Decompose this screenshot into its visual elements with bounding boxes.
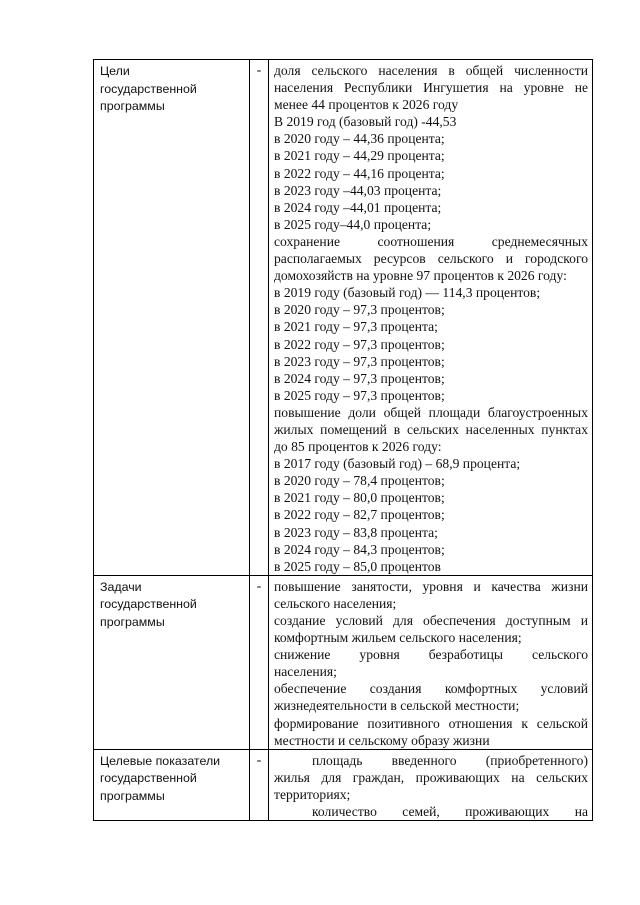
value-line: в 2017 году (базовый год) – 68,9 процента;	[274, 456, 521, 472]
value-line: в 2021 году – 80,0 процентов;	[274, 490, 445, 506]
row-label	[94, 575, 250, 749]
value-line: в 2023 году –44,03 процента;	[274, 182, 442, 198]
value-line: в 2023 году – 97,3 процентов;	[274, 353, 445, 369]
value-line: в 2019 году (базовый год) — 114,3 процентов;	[274, 285, 541, 301]
label-line: Целевые показатели	[100, 753, 221, 768]
table-row	[94, 60, 593, 576]
value-line: доля сельского населения в общей численности	[274, 63, 588, 78]
value-line: в 2024 году –44,01 процента;	[274, 199, 442, 215]
row-value	[269, 60, 593, 576]
value-line: менее 44 процентов к 2026 году	[274, 97, 459, 113]
row-dash: -	[250, 749, 269, 820]
value-line: в 2021 году – 44,29 процента;	[274, 148, 445, 164]
value-line: местности и сельскому образу жизни	[274, 732, 490, 748]
value-line: повышение доли общей площади благоустроенных	[274, 404, 588, 420]
value-line: повышение занятости, уровня и качества жизни	[274, 578, 588, 594]
value-line: жилья для граждан, проживающих на сельских	[274, 769, 588, 785]
label-line: программы	[100, 615, 165, 629]
row-label	[94, 749, 250, 820]
table-row	[94, 749, 593, 820]
row-dash: -	[250, 575, 269, 749]
value-line: населения Республики Ингушетия на уровне не	[274, 80, 588, 96]
value-line: формирование позитивного отношения к сельской	[274, 715, 588, 731]
label-line: государственной	[100, 771, 197, 786]
value-line: площадь введенного (приобретенного)	[312, 752, 588, 768]
value-line: в 2024 году – 97,3 процентов;	[274, 370, 445, 386]
value-line: В 2019 год (базовый год) -44,53	[274, 114, 457, 130]
value-line: до 85 процентов к 2026 году:	[274, 439, 442, 455]
value-line: в 2022 году – 82,7 процентов;	[274, 507, 445, 523]
value-line: в 2020 году – 78,4 процентов;	[274, 473, 445, 489]
label-line: Задачи	[100, 579, 142, 594]
value-line: в 2025 году – 97,3 процентов;	[274, 387, 445, 403]
value-line: жизнедеятельности в сельской местности;	[274, 698, 520, 714]
label-line: государственной	[100, 81, 197, 96]
value-line: создание условий для обеспечения доступным и	[274, 613, 588, 628]
value-line: в 2020 году – 44,36 процента;	[274, 131, 445, 147]
value-line: в 2020 году – 97,3 процентов;	[274, 302, 445, 318]
value-line: домохозяйств на уровне 97 процентов к 2026 году:	[274, 268, 567, 284]
value-line: снижение уровня безработицы сельского	[274, 647, 588, 663]
value-line: располагаемых ресурсов сельского и городского	[274, 251, 588, 267]
row-value	[269, 575, 593, 749]
row-dash: -	[250, 60, 269, 576]
program-passport-table	[93, 59, 593, 821]
label-line: Цели	[100, 64, 130, 78]
label-line: государственной	[100, 597, 197, 612]
label-line: программы	[100, 788, 165, 803]
value-line: комфортным жильем сельского населения;	[274, 630, 522, 646]
row-value	[269, 749, 593, 820]
value-line: жилых помещений в сельских населенных пунктах	[274, 421, 588, 437]
value-line: населения;	[274, 664, 337, 680]
value-line: в 2021 году – 97,3 процента;	[274, 319, 438, 335]
value-line: в 2023 году – 83,8 процента;	[274, 524, 438, 540]
value-line: сохранение соотношения среднемесячных	[274, 233, 588, 249]
label-line: программы	[100, 99, 165, 114]
value-line: обеспечение создания комфортных условий	[274, 681, 588, 697]
value-line: в 2024 году – 84,3 процентов;	[274, 541, 445, 557]
value-line: количество семей, проживающих на	[312, 804, 588, 820]
value-line: в 2025 году–44,0 процента;	[274, 216, 432, 232]
value-line: в 2022 году – 97,3 процентов;	[274, 336, 445, 352]
value-line: сельского населения;	[274, 595, 397, 611]
table-row	[94, 575, 593, 749]
value-line: территориях;	[274, 786, 351, 802]
value-line: в 2022 году – 44,16 процента;	[274, 165, 445, 181]
row-label	[94, 60, 250, 576]
value-line: в 2025 году – 85,0 процентов	[274, 558, 441, 574]
